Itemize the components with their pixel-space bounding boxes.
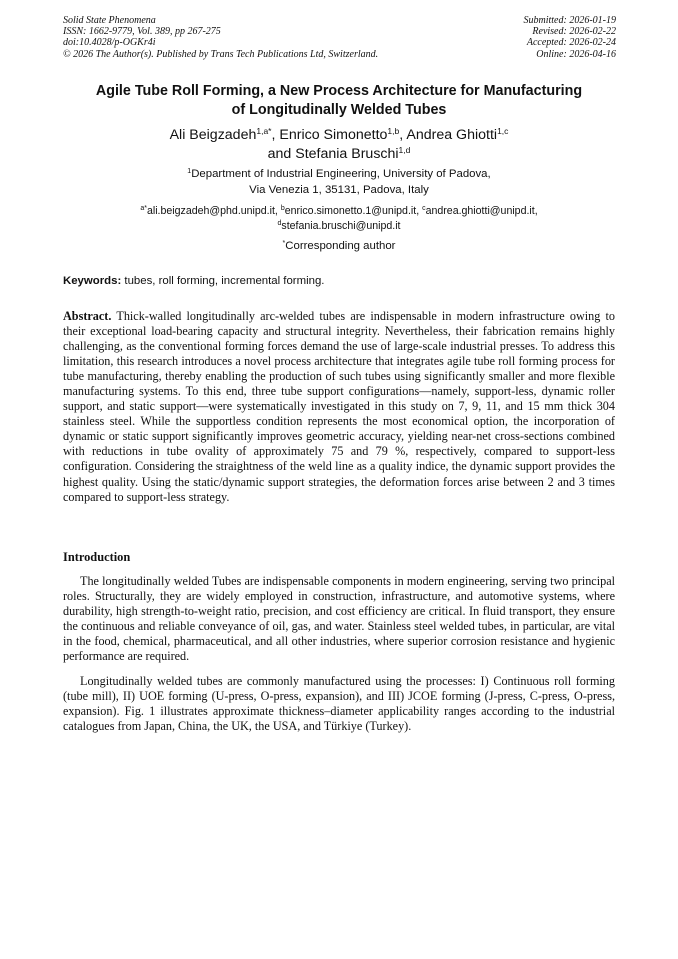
issn-line: ISSN: 1662-9779, Vol. 389, pp 267-275 [63, 26, 221, 38]
keywords-text: tubes, roll forming, incremental forming. [124, 275, 325, 287]
online-date: Online: 2026-04-16 [536, 48, 616, 60]
body-paragraph: The longitudinally welded Tubes are indispensable components in modern engineering, serving two principal roles. Structurally, they are widely employed in construction, infrastructure, and automotive systems, where durability, high strength-to-weight ratio, precision, and cost efficiency are critical. In fluid transport, they ensure the continuous and reliable conveyance of oil, gas, and water. Stainless steel welded tubes, in particular, are vital in the food, chemical, pharmaceutical, and all other industries, where superior corrosion resistance and hygienic performance are required. [63, 574, 615, 664]
revised-date: Revised: 2026-02-22 [532, 26, 616, 38]
affiliation-mark: 1 [187, 168, 192, 175]
journal-header [63, 15, 616, 63]
doi-line: doi:10.4028/p-OGKr4i [63, 37, 156, 49]
corresponding-author-note [58, 239, 620, 254]
author-name: Stefania Bruschi [295, 146, 399, 162]
author-list: Ali Beigzadeh$^{1,a*}$, Enrico Simonetto$^{1,b}$, Andrea Ghiotti$^{1,c}$ and Stefania Bruschi$^{1,d}$ [169, 126, 509, 162]
publication-info [63, 15, 378, 60]
email-address[interactable]: enrico.simonetto.1@unipd.it [284, 205, 417, 217]
corresponding-text: Corresponding author [285, 240, 396, 252]
author-name: Enrico Simonetto [279, 127, 388, 143]
email-mark: d [277, 220, 282, 227]
section-heading: Introduction [63, 550, 131, 564]
affiliation-line-1: Department of Industrial Engineering, University of Padova, [191, 168, 491, 180]
author-affiliation-mark: 1,b [387, 126, 400, 136]
email-address[interactable]: stefania.bruschi@unipd.it [281, 220, 401, 232]
affiliation-line-2: Via Venezia 1, 35131, Padova, Italy [249, 183, 429, 196]
author-affiliation-mark: 1,d [398, 145, 411, 155]
copyright-line: © 2026 The Author(s). Published by Trans Tech Publications Ltd, Switzerland. [63, 48, 379, 60]
journal-name: Solid State Phenomena [63, 15, 156, 26]
email-mark: a* [140, 205, 147, 212]
email-mark: c [422, 205, 426, 212]
author-emails: $^{a*}$ali.beigzadeh@phd.unipd.it, $^b$enrico.simonetto.1@unipd.it, $^c$andrea.ghiotti@unipd.it, $^d$stefania.bruschi@unipd.it [140, 205, 538, 232]
author-name: Andrea Ghiotti [406, 127, 498, 143]
affiliation [58, 167, 620, 198]
email-mark: b [280, 205, 285, 212]
abstract [63, 309, 615, 505]
keywords-label: Keywords: [63, 275, 122, 287]
body-paragraph: Longitudinally welded tubes are commonly manufactured using the processes: I) Continuous roll forming (tube mill), II) UOE forming (U-press, O-press, expansion), and III) JCOE forming (J-press, C-press, O-press, expansion). Fig. 1 illustrates approximate thickness–diameter applicability ranges according to the industrial catalogues from Japan, China, the UK, the USA, and Türkiye (Turkey). [63, 674, 615, 734]
paper-title [58, 82, 620, 120]
email-address[interactable]: ali.beigzadeh@phd.unipd.it [146, 205, 275, 217]
keywords [63, 274, 615, 289]
corresponding-mark: * [282, 240, 286, 247]
author-name: Ali Beigzadeh [169, 127, 257, 143]
title-line-2: of Longitudinally Welded Tubes [231, 102, 447, 118]
author-affiliation-mark: 1,a* [256, 126, 272, 136]
title-line-1: Agile Tube Roll Forming, a New Process Architecture for Manufacturing [95, 83, 583, 99]
author-affiliation-mark: 1,c [497, 126, 509, 136]
accepted-date: Accepted: 2026-02-24 [526, 37, 616, 49]
abstract-text: Thick-walled longitudinally arc-welded tubes are indispensable in modern infrastructure owing to their exceptional load-bearing capacity and structural integrity. Nevertheless, their fabrication remains highly challenging, as the conventional forming forces demand the use of large-scale industrial presses. To address this limitation, this research introduces a novel process architecture that integrates agile tube roll forming process for tube manufacturing, thereby enabling the production of such tubes using significantly smaller and more flexible manufacturing systems. To this end, three tube support configurations—namely, support-less, dynamic roller support, and static support—were systematically investigated in this study on 7, 9, 11, and 15 mm thick 304 stainless steel. While the supportless condition represents the most economical option, the incorporation of dynamic or static support significantly improves geometric accuracy, yielding near-net cross-sections combined with reductions in tube ovality of approximately 75 and 79 %, respectively, compared to support-less configuration. Considering the straightness of the weld line as a quality indice, the dynamic support provides the highest quality. Using the static/dynamic support strategies, the deformation forces arise between 2 and 3 times compared to support-less strategy. [63, 309, 615, 504]
abstract-label: Abstract. [63, 309, 112, 323]
submitted-date: Submitted: 2026-01-19 [523, 15, 616, 26]
author-conjunction: and [267, 146, 292, 162]
publication-dates [524, 15, 617, 60]
email-address[interactable]: andrea.ghiotti@unipd.it [425, 205, 535, 217]
